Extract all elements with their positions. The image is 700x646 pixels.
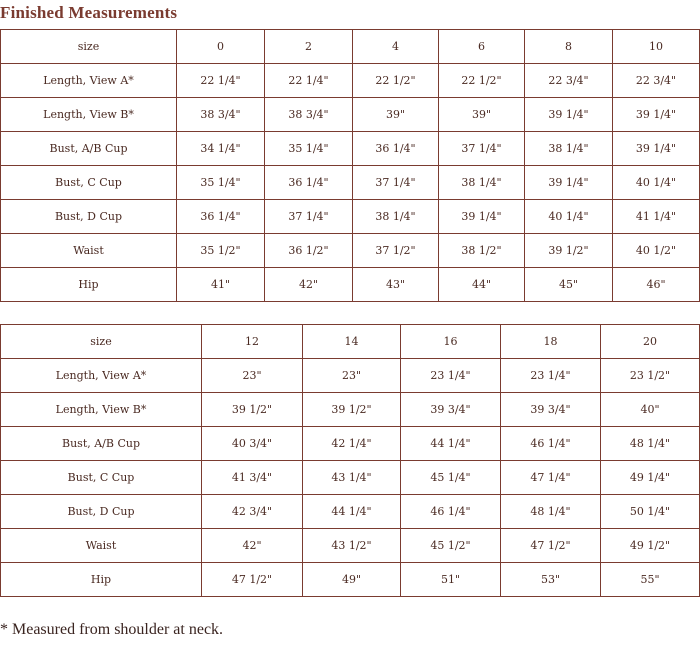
measurement-value: 39 1/4" (525, 98, 613, 132)
table-row (1, 393, 700, 427)
measurement-value: 22 1/4" (265, 64, 353, 98)
table-row (1, 563, 700, 597)
measurement-value: 22 3/4" (525, 64, 613, 98)
measurement-value: 22 1/2" (439, 64, 525, 98)
table-row (1, 268, 700, 302)
measurement-value: 39" (353, 98, 439, 132)
measurement-value: 40 3/4" (202, 427, 303, 461)
measurement-value: 35 1/2" (177, 234, 265, 268)
measurement-value: 36 1/2" (265, 234, 353, 268)
measurement-value: 44 1/4" (303, 495, 401, 529)
measurement-value: 46 1/4" (501, 427, 601, 461)
measurement-label: Bust, C Cup (1, 166, 177, 200)
measurement-value: 39 1/4" (613, 98, 700, 132)
measurement-value: 37 1/2" (353, 234, 439, 268)
measurement-value: 41 1/4" (613, 200, 700, 234)
measurement-value: 39 3/4" (401, 393, 501, 427)
measurement-value: 41 3/4" (202, 461, 303, 495)
measurement-label: Hip (1, 268, 177, 302)
measurement-label: Bust, A/B Cup (1, 427, 202, 461)
measurement-value: 45" (525, 268, 613, 302)
measurement-value: 39" (439, 98, 525, 132)
measurement-value: 35 1/4" (177, 166, 265, 200)
measurement-value: 43 1/4" (303, 461, 401, 495)
measurement-value: 45 1/4" (401, 461, 501, 495)
table-row (1, 132, 700, 166)
measurement-value: 38 3/4" (265, 98, 353, 132)
measurement-label: Length, View B* (1, 98, 177, 132)
table-row (1, 166, 700, 200)
measurement-value: 40 1/4" (525, 200, 613, 234)
measurement-value: 35 1/4" (265, 132, 353, 166)
measurement-value: 47 1/2" (501, 529, 601, 563)
measurement-value: 34 1/4" (177, 132, 265, 166)
measurement-value: 39 1/4" (439, 200, 525, 234)
measurement-label: Length, View B* (1, 393, 202, 427)
measurement-value: 36 1/4" (177, 200, 265, 234)
table-row (1, 529, 700, 563)
measurement-value: 44 1/4" (401, 427, 501, 461)
table-row (1, 234, 700, 268)
size-header-cell: size (1, 30, 177, 64)
measurement-value: 39 3/4" (501, 393, 601, 427)
measurement-value: 38 1/4" (353, 200, 439, 234)
table-row (1, 359, 700, 393)
measurement-value: 38 3/4" (177, 98, 265, 132)
measurement-value: 42 3/4" (202, 495, 303, 529)
measurement-value: 36 1/4" (265, 166, 353, 200)
size-column-header: 4 (353, 30, 439, 64)
size-column-header: 12 (202, 325, 303, 359)
measurement-value: 44" (439, 268, 525, 302)
measurement-value: 40 1/4" (613, 166, 700, 200)
table-row (1, 495, 700, 529)
measurement-value: 37 1/4" (265, 200, 353, 234)
measurement-value: 41" (177, 268, 265, 302)
measurement-value: 37 1/4" (353, 166, 439, 200)
table-row (1, 98, 700, 132)
measurement-value: 49 1/4" (601, 461, 700, 495)
size-column-header: 6 (439, 30, 525, 64)
measurement-value: 39 1/2" (202, 393, 303, 427)
measurement-label: Length, View A* (1, 359, 202, 393)
table-row (1, 200, 700, 234)
measurement-value: 53" (501, 563, 601, 597)
measurement-label: Bust, C Cup (1, 461, 202, 495)
measurement-label: Bust, D Cup (1, 495, 202, 529)
measurement-value: 47 1/2" (202, 563, 303, 597)
table-row (1, 461, 700, 495)
measurement-value: 38 1/4" (525, 132, 613, 166)
measurement-value: 39 1/4" (613, 132, 700, 166)
measurement-value: 45 1/2" (401, 529, 501, 563)
measurement-value: 47 1/4" (501, 461, 601, 495)
measurement-value: 46 1/4" (401, 495, 501, 529)
measurement-value: 39 1/2" (303, 393, 401, 427)
measurement-value: 55" (601, 563, 700, 597)
measurement-value: 38 1/2" (439, 234, 525, 268)
size-column-header: 0 (177, 30, 265, 64)
measurement-label: Length, View A* (1, 64, 177, 98)
header-row (1, 30, 700, 64)
measurement-label: Waist (1, 234, 177, 268)
measurement-value: 40 1/2" (613, 234, 700, 268)
table-row (1, 64, 700, 98)
measurements-table-small-sizes (0, 29, 700, 302)
measurement-value: 23" (303, 359, 401, 393)
measurement-value: 40" (601, 393, 700, 427)
measurement-value: 23 1/4" (501, 359, 601, 393)
measurement-label: Bust, A/B Cup (1, 132, 177, 166)
header-row (1, 325, 700, 359)
measurement-value: 48 1/4" (601, 427, 700, 461)
size-column-header: 8 (525, 30, 613, 64)
measurement-value: 51" (401, 563, 501, 597)
measurement-value: 43 1/2" (303, 529, 401, 563)
measurement-value: 36 1/4" (353, 132, 439, 166)
measurement-value: 49 1/2" (601, 529, 700, 563)
measurement-value: 42 1/4" (303, 427, 401, 461)
measurement-value: 46" (613, 268, 700, 302)
size-column-header: 14 (303, 325, 401, 359)
measurement-value: 22 1/2" (353, 64, 439, 98)
page-title: Finished Measurements (0, 3, 178, 22)
measurement-value: 42" (265, 268, 353, 302)
measurement-value: 38 1/4" (439, 166, 525, 200)
measurement-value: 22 1/4" (177, 64, 265, 98)
table-row (1, 427, 700, 461)
size-header-cell: size (1, 325, 202, 359)
measurement-label: Waist (1, 529, 202, 563)
measurement-value: 37 1/4" (439, 132, 525, 166)
measurements-table-large-sizes (0, 324, 700, 597)
measurement-value: 42" (202, 529, 303, 563)
size-column-header: 10 (613, 30, 700, 64)
measurement-value: 23 1/2" (601, 359, 700, 393)
size-column-header: 18 (501, 325, 601, 359)
measurement-value: 48 1/4" (501, 495, 601, 529)
measurement-value: 22 3/4" (613, 64, 700, 98)
footnote: * Measured from shoulder at neck. (0, 621, 224, 638)
measurement-value: 39 1/2" (525, 234, 613, 268)
size-column-header: 20 (601, 325, 700, 359)
size-column-header: 2 (265, 30, 353, 64)
measurement-value: 50 1/4" (601, 495, 700, 529)
measurement-value: 39 1/4" (525, 166, 613, 200)
measurement-value: 23" (202, 359, 303, 393)
measurement-value: 23 1/4" (401, 359, 501, 393)
measurement-value: 43" (353, 268, 439, 302)
measurement-label: Bust, D Cup (1, 200, 177, 234)
measurement-label: Hip (1, 563, 202, 597)
measurement-value: 49" (303, 563, 401, 597)
size-column-header: 16 (401, 325, 501, 359)
